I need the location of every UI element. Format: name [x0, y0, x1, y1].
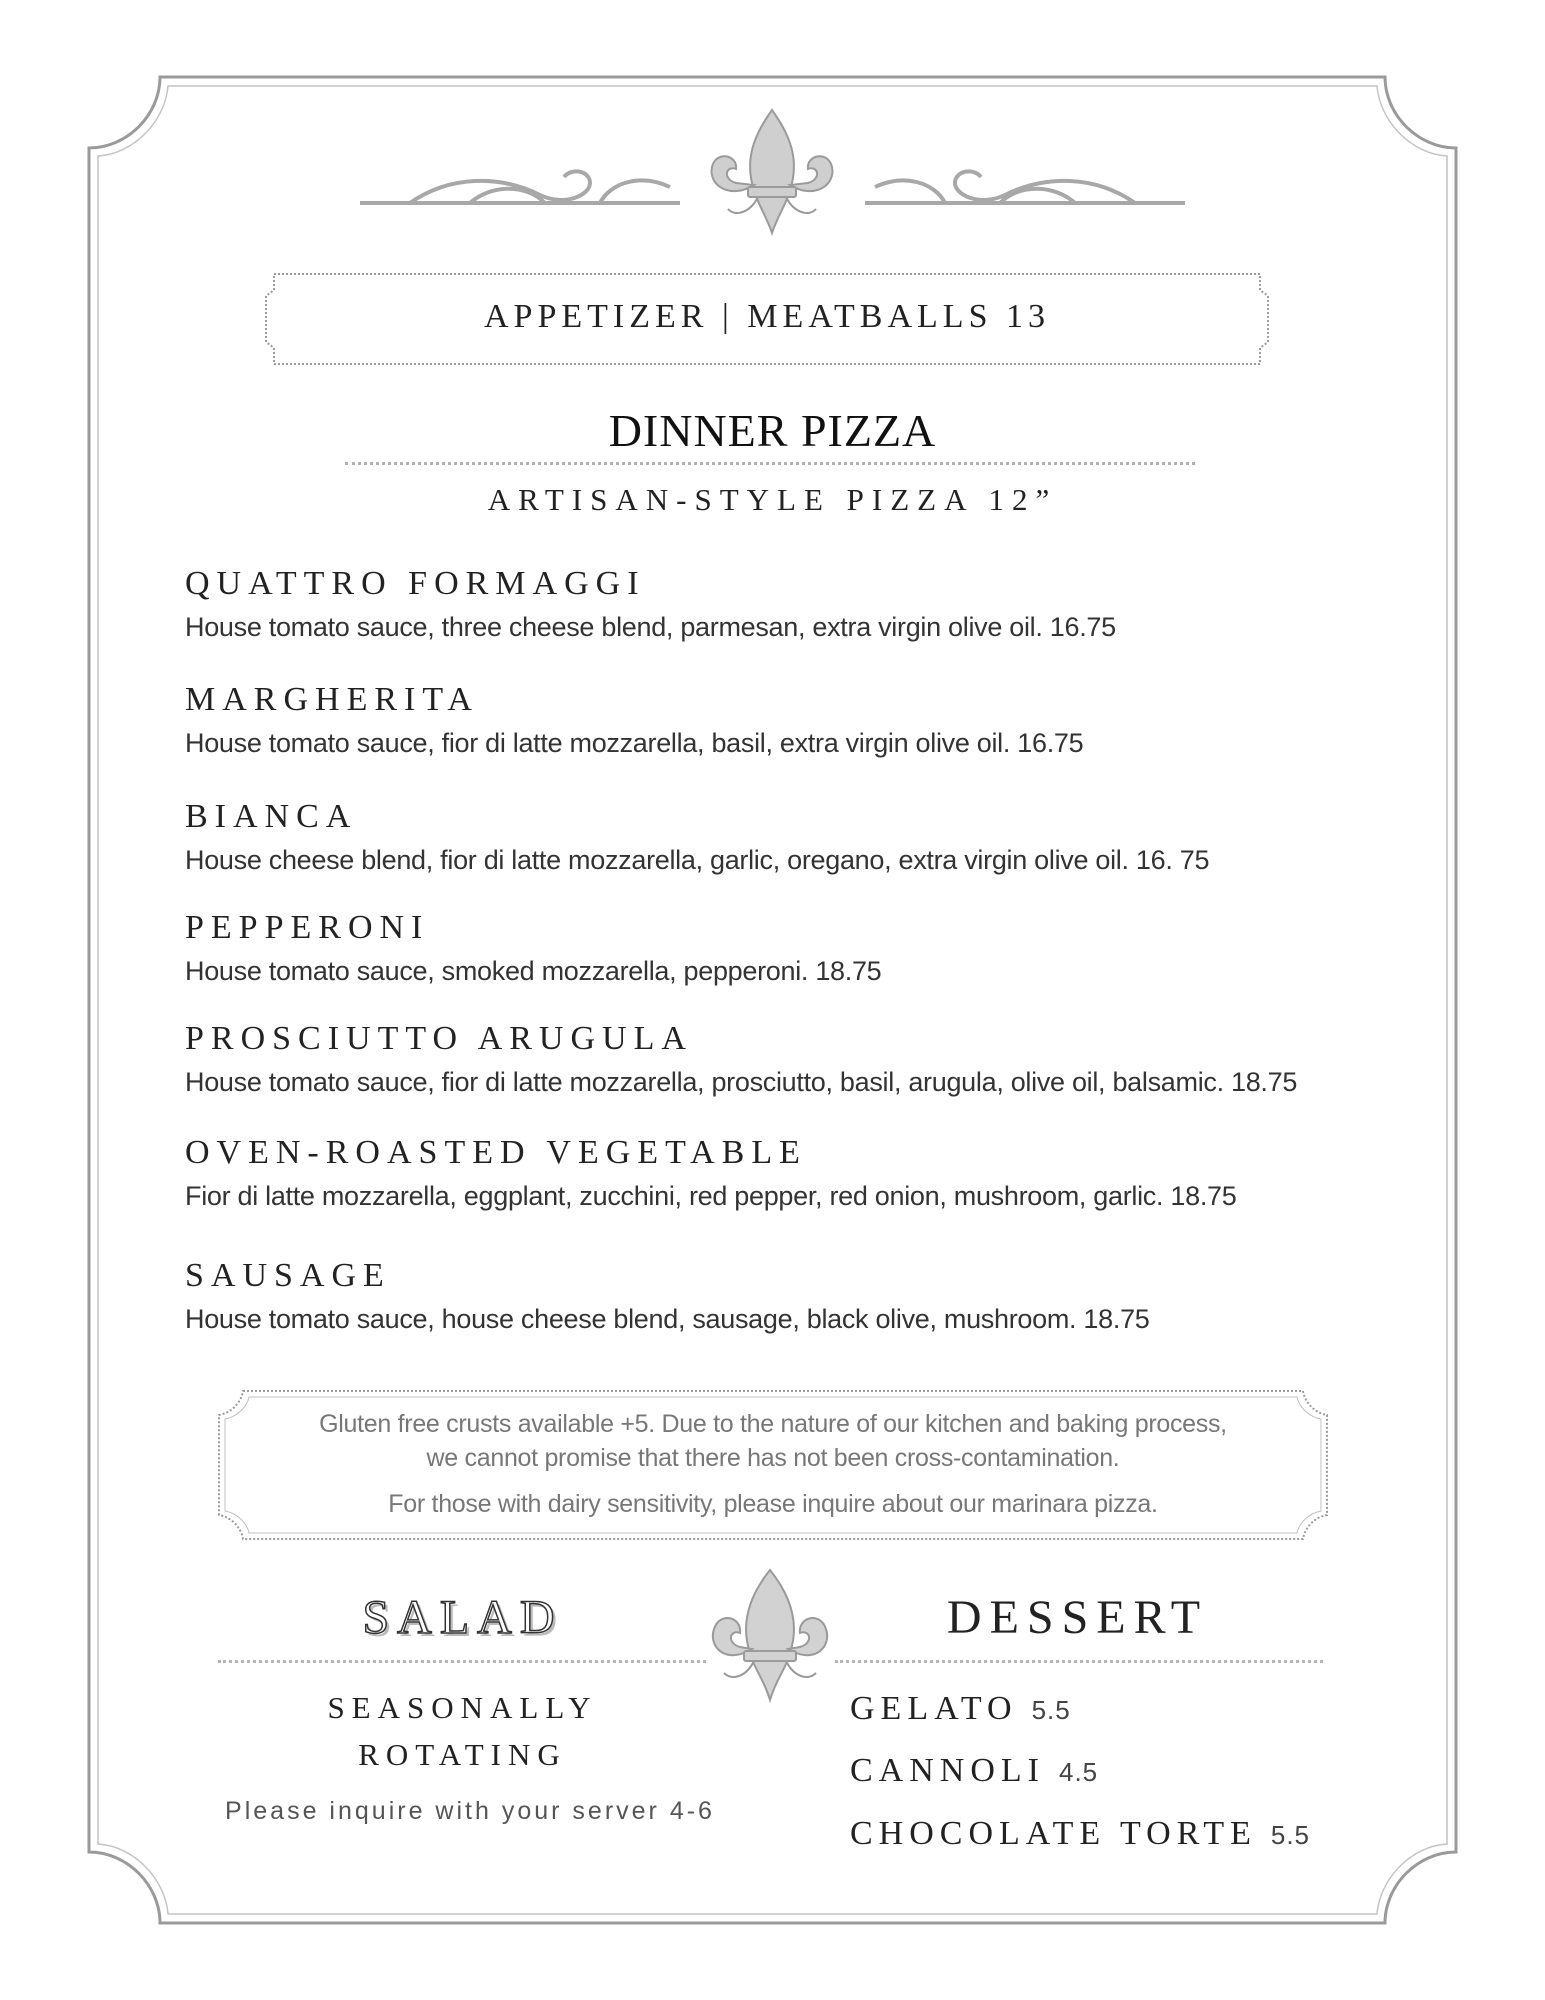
menu-item-description: House tomato sauce, fior di latte mozzarella, basil, extra virgin olive oil. 16.75	[185, 728, 1084, 758]
menu-item-name: SAUSAGE	[185, 1257, 391, 1294]
dessert-item-price: 5.5	[1031, 1695, 1071, 1725]
fleur-de-lis-icon	[712, 110, 833, 233]
section-subtitle: ARTISAN-STYLE PIZZA 12”	[487, 482, 1058, 517]
dessert-item-price: 4.5	[1058, 1757, 1099, 1787]
top-ornament	[350, 105, 1195, 245]
dessert-item	[850, 1690, 1071, 1728]
dessert-item-name: CHOCOLATE TORTE	[850, 1815, 1257, 1852]
menu-item-name: MARGHERITA	[185, 681, 479, 718]
section-title: DINNER PIZZA	[608, 405, 937, 456]
fleur-de-lis-icon	[710, 1565, 830, 1705]
dessert-divider	[835, 1660, 1323, 1663]
notice-line: we cannot promise that there has not been cross-contamination.	[426, 1444, 1120, 1472]
menu-item-name: PROSCIUTTO ARUGULA	[185, 1020, 693, 1057]
salad-note: Please inquire with your server 4-6	[225, 1797, 715, 1825]
salad-title: SALAD	[362, 1591, 563, 1644]
menu-item-description: Fior di latte mozzarella, eggplant, zucchini, red pepper, red onion, mushroom, garlic. 18.75	[185, 1181, 1237, 1211]
notice-line: Gluten free crusts available +5. Due to the nature of our kitchen and baking process,	[319, 1410, 1227, 1438]
dessert-item-price: 5.5	[1270, 1820, 1311, 1850]
menu-item-description: House tomato sauce, house cheese blend, sausage, black olive, mushroom. 18.75	[185, 1304, 1150, 1334]
appetizer-label: APPETIZER | MEATBALLS 13	[484, 298, 1050, 335]
dessert-item-name: CANNOLI	[850, 1752, 1045, 1789]
salad-divider	[218, 1660, 706, 1663]
dessert-title: DESSERT	[946, 1591, 1209, 1644]
dessert-item	[850, 1752, 1098, 1790]
menu-item-name: BIANCA	[185, 798, 358, 835]
salad-line: SEASONALLY	[327, 1690, 598, 1725]
menu-item-name: OVEN-ROASTED VEGETABLE	[185, 1134, 807, 1171]
menu-item-description: House tomato sauce, fior di latte mozzarella, prosciutto, basil, arugula, olive oil, balsamic. 18.75	[185, 1067, 1298, 1097]
menu-item-description: House tomato sauce, three cheese blend, parmesan, extra virgin olive oil. 16.75	[185, 612, 1116, 642]
title-divider	[345, 462, 1195, 465]
notice-line: For those with dairy sensitivity, please inquire about our marinara pizza.	[388, 1490, 1158, 1518]
menu-item-name: PEPPERONI	[185, 909, 430, 946]
dessert-item-name: GELATO	[850, 1690, 1018, 1727]
menu-item-description: House tomato sauce, smoked mozzarella, pepperoni. 18.75	[185, 956, 882, 986]
menu-item-name: QUATTRO FORMAGGI	[185, 565, 646, 602]
dessert-item	[850, 1815, 1310, 1853]
salad-line: ROTATING	[358, 1737, 567, 1772]
menu-item-description: House cheese blend, fior di latte mozzarella, garlic, oregano, extra virgin olive oil. 16. 75	[185, 845, 1210, 875]
